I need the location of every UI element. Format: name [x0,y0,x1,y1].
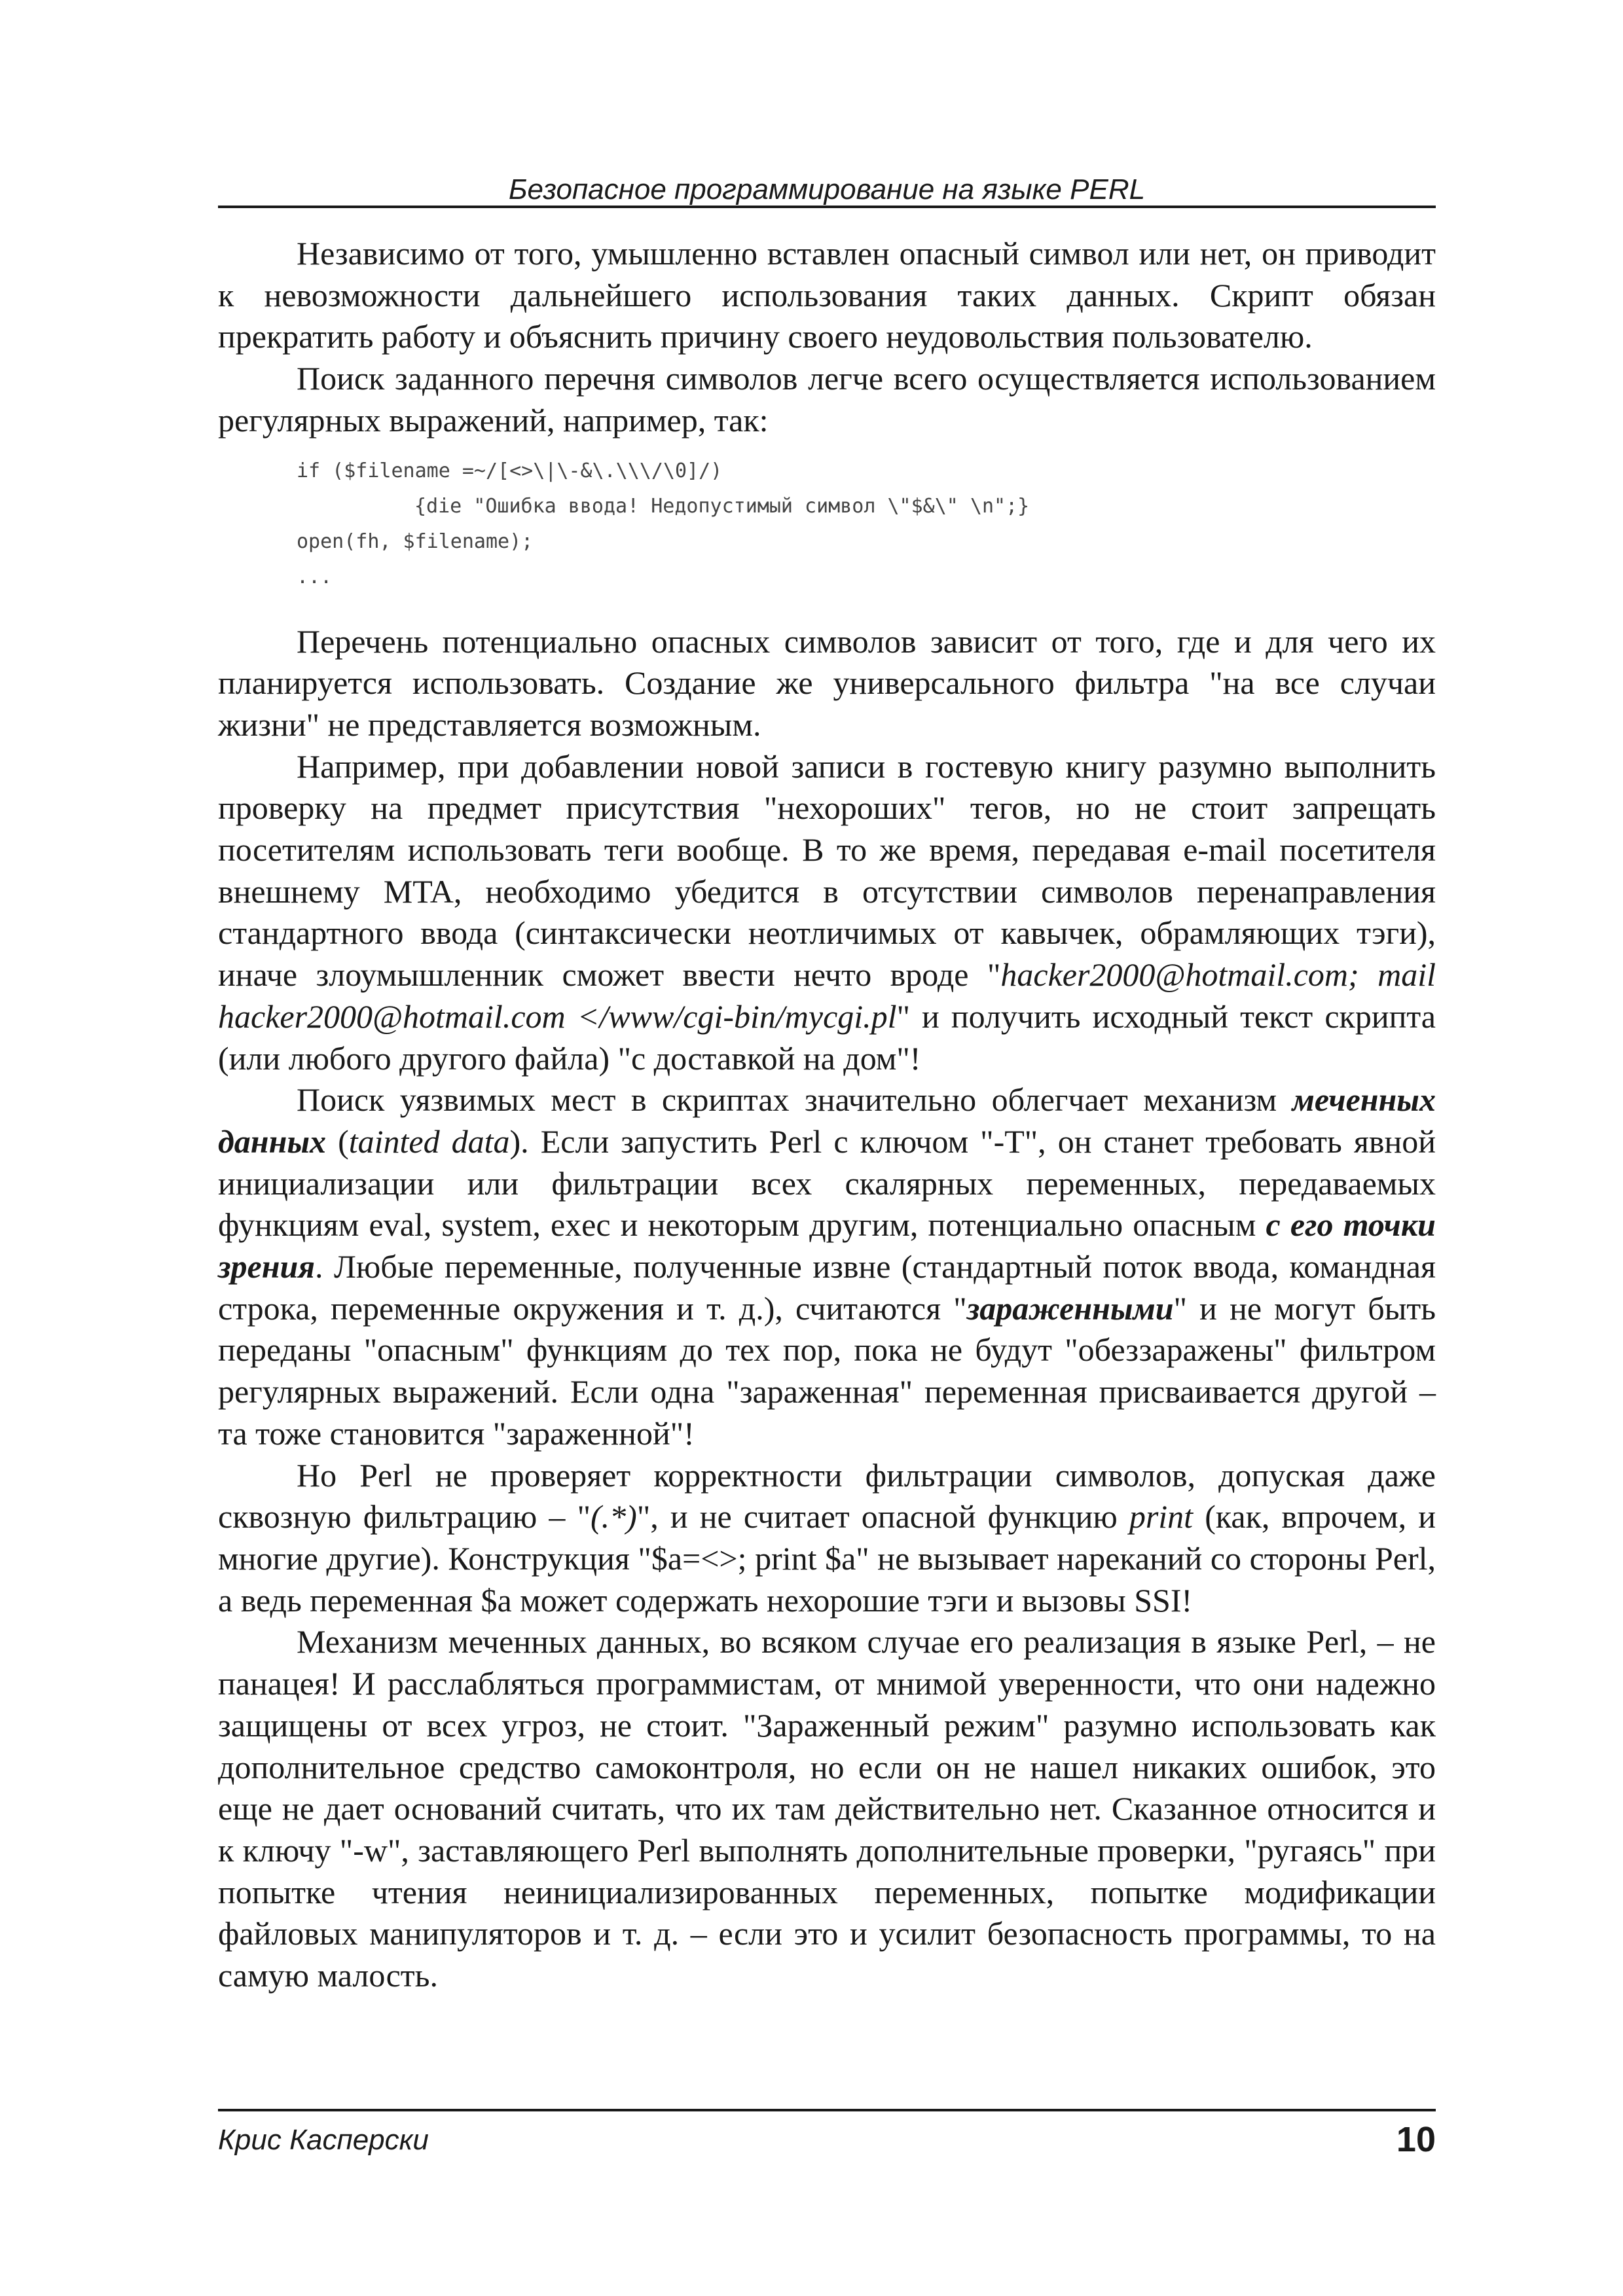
p5-text-c: ). Если запустить Perl с ключом "-T", он станет требовать явной инициализации или фильтрации всех скалярных переменных, передаваемых функциям eval, system, exec и некоторым другим, потенциально опасным [218,1122,1436,1244]
paragraph-7: Механизм меченных данных, во всяком случае его реализация в языке Perl, – не панацея! И расслабляться программистам, от мнимой уверенности, что они надежно защищены от всех угроз, не стоит. "Зараженный режим" разумно использовать как дополнительное средство самоконтроля, но если он не нашел никаких ошибок, это еще не дает оснований считать, что их там действительно нет. Сказанное относится и к ключу "-w", заставляющего Perl выполнять дополнительные проверки, "ругаясь" при попытке чтения неинициализированных переменных, попытке модификации файловых манипуляторов и т. д. – если это и усилит безопасность программы, то на самую малость. [218,1623,1436,1994]
footer-author: Крис Касперски [218,2124,429,2156]
paragraph-2: Поиск заданного перечня символов легче всего осуществляется использованием регулярных выражений, например, так: [218,360,1436,439]
code-line-4: ... [297,565,333,588]
p5-text-d: . Любые переменные, полученные извне (стандартный поток ввода, командная строка, переменные окружения и т. д.), считаются " [218,1248,1436,1327]
paragraph-4 [218,746,1436,1080]
code-line-1: if ($filename =~/[<>\|\-&\.\\\/\0]/) [297,459,723,482]
p6-text-c: (как, впрочем, и многие другие). Конструкция "$a=<>; print $a" не вызывает нареканий со стороны Perl, а ведь переменная $a может содержать нехорошие тэги и вызовы SSI! [218,1498,1436,1619]
p5-term-en: tainted data [348,1122,510,1160]
p5-emph-infected: зараженными [966,1289,1174,1327]
footer-rule [218,2109,1436,2111]
paragraph-1: Независимо от того, умышленно вставлен опасный символ или нет, он приводит к невозможности дальнейшего использования таких данных. Скрипт обязан прекратить работу и объяснить причину своего неудовольствия пользователю. [218,235,1436,355]
p6-text-a: Но Perl не проверяет корректности фильтрации символов, допуская даже сквозную фильтрацию – " [218,1456,1436,1535]
p5-text-e: " и не могут быть переданы "опасным" функциям до тех пор, пока не будут "обеззаражены" фильтром регулярных выражений. Если одна "зараженная" переменная присваивается другой – та тоже становится "зараженной"! [218,1289,1436,1452]
code-line-2: {die "Ошибка ввода! Недопустимый символ \"$&\" \n";} [414,494,1030,518]
code-line-3: open(fh, $filename); [297,529,534,553]
p5-text-a: Поиск уязвимых мест в скриптах значительно облегчает механизм [297,1081,1292,1119]
p5-emph-view: с его точки зрения [218,1206,1436,1285]
p5-term-tainted: меченных данных [218,1081,1436,1160]
p4-text-b: " и получить исходный текст скрипта (или любого другого файла) "с доставкой на дом"! [218,997,1436,1077]
paragraph-5 [218,1079,1436,1454]
p6-regex: (.*) [591,1498,637,1535]
page-number: 10 [1396,2120,1436,2159]
code-block [297,454,1436,595]
running-header: Безопасное программирование на языке PERL [508,173,1146,206]
paragraph-3: Перечень потенциально опасных символов зависит от того, где и для чего их планируется использовать. Создание же универсального фильтра "на все случаи жизни" не представляется возможным. [218,622,1436,743]
p6-text-b: ", и не считает опасной функцию [636,1498,1129,1535]
p4-email-example: hacker2000@hotmail.com; mail hacker2000@hotmail.com </www/cgi-bin/mycgi.pl [218,956,1436,1035]
p6-func-print: print [1129,1498,1194,1535]
page-body [218,233,1436,1997]
header-rule [218,206,1436,208]
p5-text-b: ( [326,1122,349,1160]
paragraph-6 [218,1455,1436,1622]
p4-text-a: Например, при добавлении новой записи в гостевую книгу разумно выполнить проверку на предмет присутствия "нехороших" тегов, но не стоит запрещать посетителям использовать теги вообще. В то же время, передавая e-mail посетителя внешнему MTA, необходимо убедится в отсутствии символов перенаправления стандартного ввода (синтаксически неотличимых от кавычек, обрамляющих тэги), иначе злоумышленник сможет ввести нечто вроде " [218,747,1436,994]
